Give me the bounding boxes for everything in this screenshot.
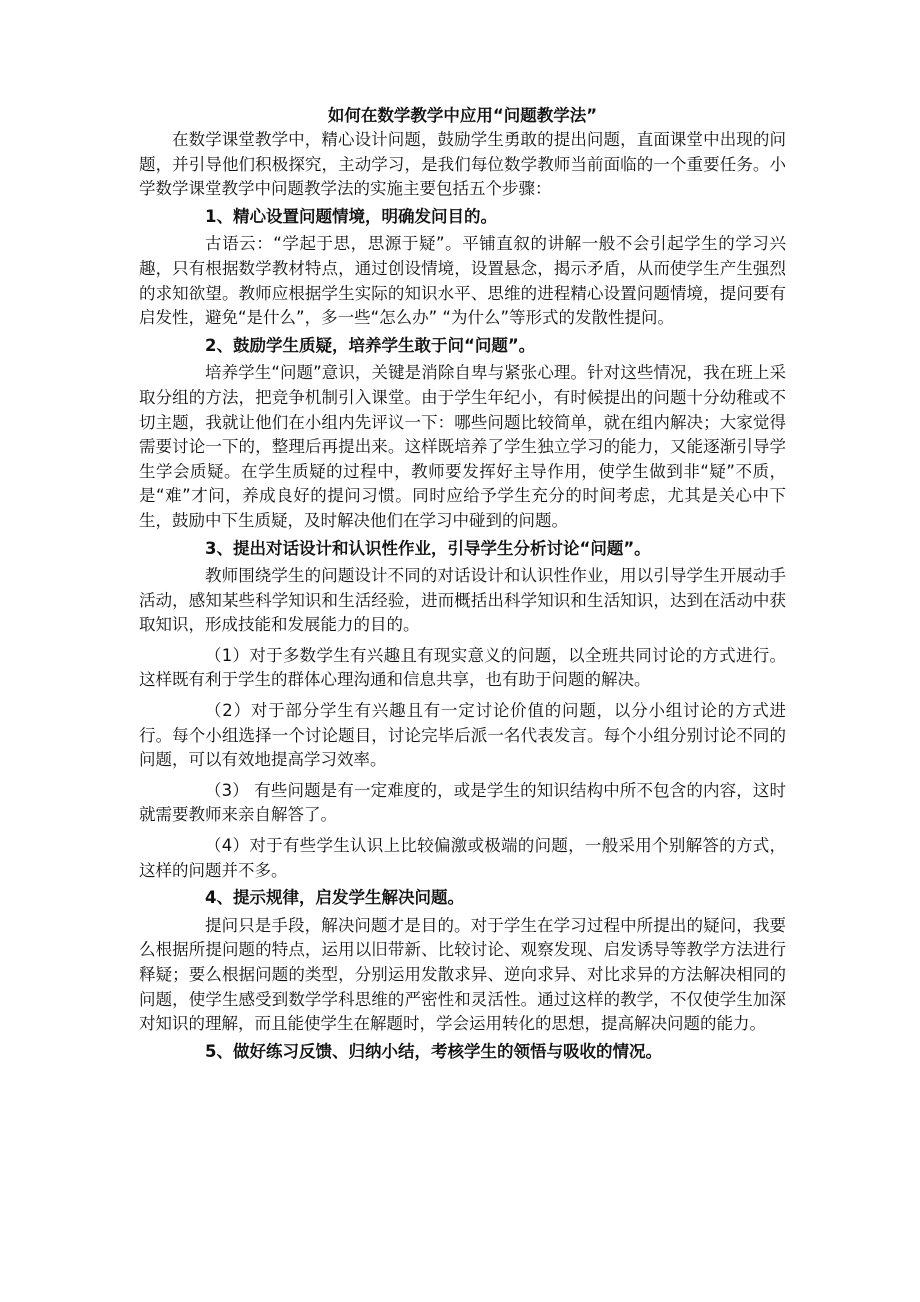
section-3-item-4: （4）对于有些学生认识上比较偏激或极端的问题，一般采用个别解答的方式，这样的问题并不多。 xyxy=(139,836,786,880)
document-body xyxy=(139,104,786,1067)
intro-paragraph: 在数学课堂教学中，精心设计问题，鼓励学生勇敢的提出问题，直面课堂中出现的问题，并引导他们积极探究，主动学习，是我们每位数学教师当前面临的一个重要任务。小学数学课堂教学中问题教学法的实施主要包括五个步骤： xyxy=(139,130,786,199)
document-title: 如何在数学教学中应用“问题教学法” xyxy=(327,106,598,125)
section-heading-1: 1、精心设置问题情境，明确发问目的。 xyxy=(205,206,497,226)
section-heading-5: 5、做好练习反馈、归纳小结，考核学生的领悟与吸收的情况。 xyxy=(205,1041,662,1061)
section-heading-4: 4、提示规律，启发学生解决问题。 xyxy=(205,888,464,908)
section-3-item-3: （3） 有些问题是有一定难度的，或是学生的知识结构中所不包含的内容，这时就需要教师来亲自解答了。 xyxy=(139,780,786,825)
section-4-paragraph: 提问只是手段，解决问题才是目的。对于学生在学习过程中所提出的疑问，我要么根据所提问题的特点，运用以旧带新、比较讨论、观察发现、启发诱导等教学方法进行释疑；要么根据问题的类型，分别运用发散求异、逆向求异、对比求异的方法解决相同的问题，使学生感受到数学学科思维的严密性和灵活性。通过这样的教学，不仅使学生加深对知识的理解，而且能使学生在解题时，学会运用转化的思想，提高解决问题的能力。 xyxy=(139,915,786,1034)
section-3-paragraph: 教师围绕学生的问题设计不同的对话设计和认识性作业，用以引导学生开展动手活动，感知某些科学知识和生活经验，进而概括出科学知识和生活知识，达到在活动中获取知识，形成技能和发展能力的目的。 xyxy=(139,566,786,635)
section-3-item-1: （1）对于多数学生有兴趣且有现实意义的问题，以全班共同讨论的方式进行。这样既有利于学生的群体心理沟通和信息共享，也有助于问题的解决。 xyxy=(139,645,786,690)
section-2-paragraph: 培养学生“问题”意识，关键是消除自卑与紧张心理。针对这些情况，我在班上采取分组的方法，把竞争机制引入课堂。由于学生年纪小，有时候提出的问题十分幼稚或不切主题，我就让他们在小组内先评议一下：哪些问题比较简单，就在组内解决；大家觉得需要讨论一下的，整理后再提出来。这样既培养了学生独立学习的能力，又能逐渐引导学生学会质疑。在学生质疑的过程中，教师要发挥好主导作用，使学生做到非“疑”不质，是“难”才问，养成良好的提问习惯。同时应给予学生充分的时间考虑，尤其是关心中下生，鼓励中下生质疑，及时解决他们在学习中碰到的问题。 xyxy=(139,363,786,530)
section-3-item-2: （2）对于部分学生有兴趣且有一定讨论价值的问题，以分小组讨论的方式进行。每个小组选择一个讨论题目，讨论完毕后派一名代表发言。每个小组分别讨论不同的问题，可以有效地提高学习效率。 xyxy=(139,701,786,770)
section-heading-3: 3、提出对话设计和认识性作业，引导学生分析讨论“问题”。 xyxy=(205,538,651,558)
section-heading-2: 2、鼓励学生质疑，培养学生敢于问“问题”。 xyxy=(205,335,536,355)
section-1-paragraph: 古语云：“学起于思，思源于疑”。平铺直叙的讲解一般不会引起学生的学习兴趣，只有根据数学教材特点，通过创设情境，设置悬念，揭示矛盾，从而使学生产生强烈的求知欲望。教师应根据学生实际的知识水平、思维的进程精心设置问题情境，提问要有启发性，避免“是什么”，多一些“怎么办” “为什么”等形式的发散性提问。 xyxy=(139,234,786,328)
